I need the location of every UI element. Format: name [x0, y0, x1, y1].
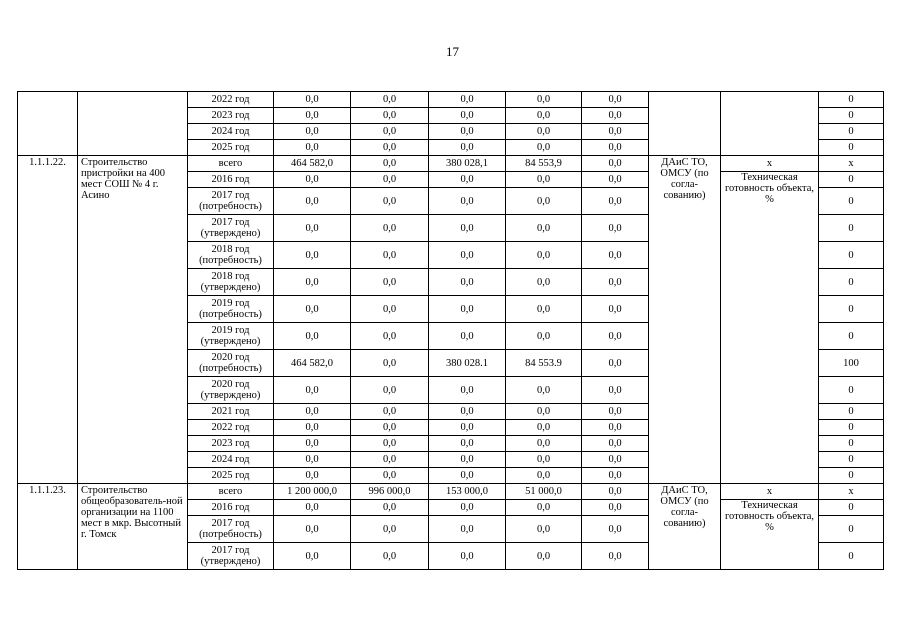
value-cell: 0,0 — [351, 404, 429, 420]
value-cell: 0,0 — [351, 350, 429, 377]
target-cell: х — [819, 484, 884, 500]
value-cell: 84 553,9 — [506, 156, 582, 172]
value-cell: 0,0 — [351, 500, 429, 516]
value-cell: 0,0 — [274, 436, 351, 452]
value-cell: 153 000,0 — [429, 484, 506, 500]
year-cell: 2020 год (потребность) — [188, 350, 274, 377]
target-cell: 100 — [819, 350, 884, 377]
year-cell: 2016 год — [188, 500, 274, 516]
value-cell: 0,0 — [582, 140, 649, 156]
target-cell: 0 — [819, 172, 884, 188]
value-cell: 0,0 — [274, 92, 351, 108]
year-cell: 2019 год (утверждено) — [188, 323, 274, 350]
value-cell: 0,0 — [506, 452, 582, 468]
year-cell: 2020 год (утверждено) — [188, 377, 274, 404]
value-cell: 0,0 — [582, 452, 649, 468]
executor-cell — [649, 92, 721, 156]
target-cell: 0 — [819, 124, 884, 140]
value-cell: 0,0 — [582, 468, 649, 484]
indicator-cell: Техническая готовность объекта, % — [721, 172, 819, 484]
value-cell: 0,0 — [506, 188, 582, 215]
value-cell: 0,0 — [429, 242, 506, 269]
value-cell: 0,0 — [351, 323, 429, 350]
value-cell: 0,0 — [506, 172, 582, 188]
value-cell: 0,0 — [429, 452, 506, 468]
value-cell: 0,0 — [429, 172, 506, 188]
value-cell: 380 028.1 — [429, 350, 506, 377]
value-cell: 0,0 — [506, 420, 582, 436]
target-cell: 0 — [819, 452, 884, 468]
value-cell: 0,0 — [429, 420, 506, 436]
value-cell: 0,0 — [506, 215, 582, 242]
value-cell: 0,0 — [351, 156, 429, 172]
name-cell — [78, 92, 188, 156]
target-cell: 0 — [819, 269, 884, 296]
value-cell: 0,0 — [506, 140, 582, 156]
year-cell: 2017 год (утверждено) — [188, 543, 274, 570]
value-cell: 0,0 — [582, 269, 649, 296]
value-cell: 0,0 — [582, 377, 649, 404]
value-cell: 0,0 — [274, 500, 351, 516]
value-cell: 0,0 — [582, 188, 649, 215]
value-cell: 0,0 — [582, 215, 649, 242]
value-cell: 0,0 — [429, 500, 506, 516]
value-cell: 0,0 — [351, 108, 429, 124]
year-cell: 2018 год (утверждено) — [188, 269, 274, 296]
year-cell: 2019 год (потребность) — [188, 296, 274, 323]
table-row — [18, 92, 884, 108]
value-cell: 0,0 — [351, 452, 429, 468]
value-cell: 0,0 — [274, 468, 351, 484]
value-cell: 0,0 — [582, 543, 649, 570]
table-body — [18, 92, 884, 570]
year-cell: 2018 год (потребность) — [188, 242, 274, 269]
value-cell: 0,0 — [506, 500, 582, 516]
value-cell: 0,0 — [274, 516, 351, 543]
value-cell: 0,0 — [274, 452, 351, 468]
value-cell: 0,0 — [351, 92, 429, 108]
target-cell: 0 — [819, 404, 884, 420]
value-cell: 0,0 — [582, 436, 649, 452]
target-cell: 0 — [819, 188, 884, 215]
value-cell: 0,0 — [351, 269, 429, 296]
value-cell: 0,0 — [429, 140, 506, 156]
value-cell: 84 553.9 — [506, 350, 582, 377]
year-cell: всего — [188, 156, 274, 172]
value-cell: 0,0 — [582, 156, 649, 172]
value-cell: 0,0 — [506, 436, 582, 452]
executor-cell: ДАиС ТО, ОМСУ (по согла-сованию) — [649, 156, 721, 484]
year-cell: 2024 год — [188, 452, 274, 468]
value-cell: 0,0 — [506, 516, 582, 543]
year-cell: 2022 год — [188, 420, 274, 436]
value-cell: 0,0 — [506, 543, 582, 570]
item-name: Строительство общеобразователь-ной организации на 1100 мест в мкр. Высотный г. Томск — [78, 484, 188, 570]
value-cell: 0,0 — [506, 242, 582, 269]
year-cell: 2017 год (потребность) — [188, 516, 274, 543]
value-cell: 0,0 — [429, 516, 506, 543]
target-cell: 0 — [819, 377, 884, 404]
target-cell: 0 — [819, 108, 884, 124]
target-cell: 0 — [819, 323, 884, 350]
item-code: 1.1.1.23. — [18, 484, 78, 570]
year-cell: 2016 год — [188, 172, 274, 188]
indicator-cell: Техническая готовность объекта, % — [721, 500, 819, 570]
value-cell: 0,0 — [506, 468, 582, 484]
value-cell: 0,0 — [274, 215, 351, 242]
value-cell: 0,0 — [429, 377, 506, 404]
target-cell: 0 — [819, 242, 884, 269]
item-name: Строительство пристройки на 400 мест СОШ № 4 г. Асино — [78, 156, 188, 484]
value-cell: 0,0 — [582, 92, 649, 108]
value-cell: 0,0 — [582, 484, 649, 500]
value-cell: 0,0 — [582, 296, 649, 323]
value-cell: 0,0 — [582, 172, 649, 188]
value-cell: 0,0 — [274, 543, 351, 570]
value-cell: 0,0 — [429, 323, 506, 350]
value-cell: 0,0 — [429, 404, 506, 420]
value-cell: 1 200 000,0 — [274, 484, 351, 500]
indicator-top: х — [721, 484, 819, 500]
target-cell: 0 — [819, 500, 884, 516]
target-cell: 0 — [819, 296, 884, 323]
target-cell: 0 — [819, 543, 884, 570]
value-cell: 0,0 — [506, 323, 582, 350]
value-cell: 0,0 — [351, 172, 429, 188]
page-number: 17 — [446, 44, 459, 59]
target-cell: 0 — [819, 92, 884, 108]
value-cell: 0,0 — [506, 404, 582, 420]
year-cell: 2023 год — [188, 108, 274, 124]
value-cell: 0,0 — [351, 188, 429, 215]
value-cell: 0,0 — [582, 500, 649, 516]
value-cell: 0,0 — [582, 516, 649, 543]
value-cell: 464 582,0 — [274, 350, 351, 377]
target-cell: 0 — [819, 215, 884, 242]
value-cell: 0,0 — [429, 215, 506, 242]
year-cell: 2024 год — [188, 124, 274, 140]
year-cell: 2021 год — [188, 404, 274, 420]
year-cell: 2025 год — [188, 140, 274, 156]
value-cell: 0,0 — [506, 377, 582, 404]
value-cell: 996 000,0 — [351, 484, 429, 500]
value-cell: 0,0 — [351, 124, 429, 140]
value-cell: 0,0 — [274, 124, 351, 140]
value-cell: 0,0 — [274, 269, 351, 296]
value-cell: 0,0 — [582, 404, 649, 420]
value-cell: 0,0 — [582, 108, 649, 124]
target-cell: 0 — [819, 420, 884, 436]
value-cell: 0,0 — [351, 468, 429, 484]
value-cell: 0,0 — [429, 269, 506, 296]
value-cell: 0,0 — [582, 323, 649, 350]
value-cell: 0,0 — [429, 543, 506, 570]
value-cell: 0,0 — [274, 323, 351, 350]
budget-table — [17, 91, 884, 570]
value-cell: 0,0 — [506, 296, 582, 323]
value-cell: 0,0 — [274, 296, 351, 323]
value-cell: 0,0 — [274, 242, 351, 269]
year-cell: 2022 год — [188, 92, 274, 108]
value-cell: 0,0 — [351, 215, 429, 242]
value-cell: 464 582,0 — [274, 156, 351, 172]
value-cell: 0,0 — [429, 436, 506, 452]
year-cell: 2017 год (потребность) — [188, 188, 274, 215]
value-cell: 0,0 — [274, 188, 351, 215]
value-cell: 0,0 — [506, 124, 582, 140]
value-cell: 0,0 — [506, 108, 582, 124]
value-cell: 0,0 — [582, 242, 649, 269]
value-cell: 0,0 — [351, 242, 429, 269]
value-cell: 0,0 — [351, 377, 429, 404]
value-cell: 0,0 — [429, 124, 506, 140]
value-cell: 0,0 — [274, 377, 351, 404]
year-cell: всего — [188, 484, 274, 500]
value-cell: 51 000,0 — [506, 484, 582, 500]
value-cell: 0,0 — [274, 108, 351, 124]
table-row — [18, 156, 884, 172]
executor-cell: ДАиС ТО, ОМСУ (по согла-сованию) — [649, 484, 721, 570]
indicator-top: х — [721, 156, 819, 172]
value-cell: 0,0 — [582, 420, 649, 436]
target-cell: 0 — [819, 436, 884, 452]
value-cell: 0,0 — [351, 140, 429, 156]
value-cell: 0,0 — [351, 296, 429, 323]
value-cell: 0,0 — [274, 172, 351, 188]
value-cell: 0,0 — [351, 420, 429, 436]
value-cell: 0,0 — [274, 420, 351, 436]
target-cell: 0 — [819, 516, 884, 543]
value-cell: 0,0 — [506, 92, 582, 108]
value-cell: 0,0 — [429, 92, 506, 108]
value-cell: 0,0 — [351, 543, 429, 570]
target-cell: х — [819, 156, 884, 172]
value-cell: 0,0 — [429, 468, 506, 484]
value-cell: 0,0 — [506, 269, 582, 296]
value-cell: 0,0 — [429, 188, 506, 215]
code-cell — [18, 92, 78, 156]
item-code: 1.1.1.22. — [18, 156, 78, 484]
value-cell: 0,0 — [351, 516, 429, 543]
value-cell: 0,0 — [274, 404, 351, 420]
value-cell: 0,0 — [582, 350, 649, 377]
year-cell: 2025 год — [188, 468, 274, 484]
year-cell: 2023 год — [188, 436, 274, 452]
target-cell: 0 — [819, 468, 884, 484]
indicator-cell — [721, 92, 819, 156]
value-cell: 0,0 — [351, 436, 429, 452]
year-cell: 2017 год (утверждено) — [188, 215, 274, 242]
value-cell: 0,0 — [274, 140, 351, 156]
value-cell: 0,0 — [429, 296, 506, 323]
table-row — [18, 484, 884, 500]
target-cell: 0 — [819, 140, 884, 156]
value-cell: 380 028,1 — [429, 156, 506, 172]
value-cell: 0,0 — [582, 124, 649, 140]
value-cell: 0,0 — [429, 108, 506, 124]
